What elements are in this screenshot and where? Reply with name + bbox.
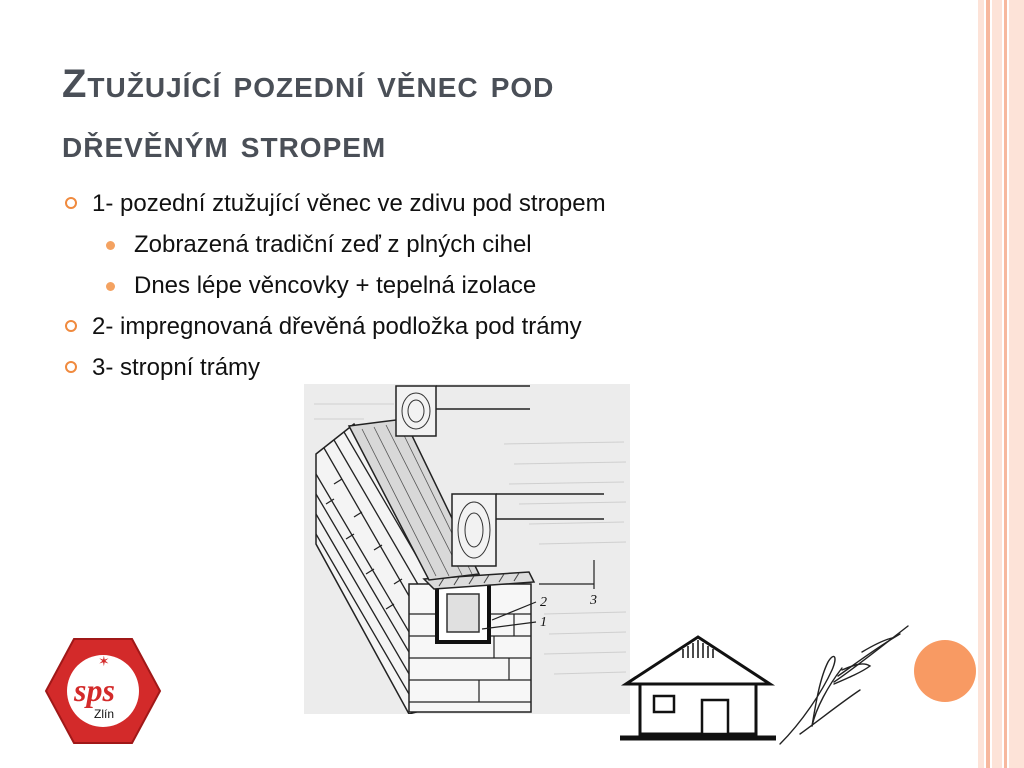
bullet-list [62,183,762,388]
slide-title [62,54,942,174]
title-line-1: Ztužující pozední věnec pod [62,62,555,106]
bullet-text: Dnes lépe věncovky + tepelná izolace [134,272,537,299]
bullet-text: Zobrazená tradiční zeď z plných cihel [134,231,532,258]
bullet-dot-icon [106,241,115,250]
sub-bullet-item [62,265,762,306]
bullet-dot-icon [106,282,115,291]
bullet-text: 1- pozední ztužující věnec ve zdivu pod stropem [92,190,606,217]
bullet-ring-icon [65,197,77,209]
bullet-text: 3- stropní trámy [92,354,261,381]
house-icon [618,634,778,746]
decorative-stripe [986,0,990,768]
decorative-stripe [1004,0,1007,768]
bullet-text: 2- impregnovaná dřevěná podložka pod trámy [92,313,582,340]
diagram-label-2: 2 [540,595,547,610]
sub-bullet-item [62,224,762,265]
wall-beam-diagram [304,384,630,714]
title-line-2: dřevěným stropem [62,122,387,166]
diagram-label-3: 3 [590,593,597,608]
diagram-label-1: 1 [540,615,547,630]
decorative-stripe [992,0,1002,768]
signature [772,622,912,752]
bullet-item [62,306,762,347]
decorative-stripe [978,0,984,768]
svg-text:✶: ✶ [98,654,110,670]
bullet-ring-icon [65,320,77,332]
logo-subtext: Zlín [94,707,115,721]
decorative-stripe [1009,0,1024,768]
bullet-ring-icon [65,361,77,373]
bullet-item [62,183,762,224]
logo-text: sps [74,672,115,708]
bullet-item [62,347,762,388]
accent-circle [914,640,976,702]
school-logo [44,636,162,746]
